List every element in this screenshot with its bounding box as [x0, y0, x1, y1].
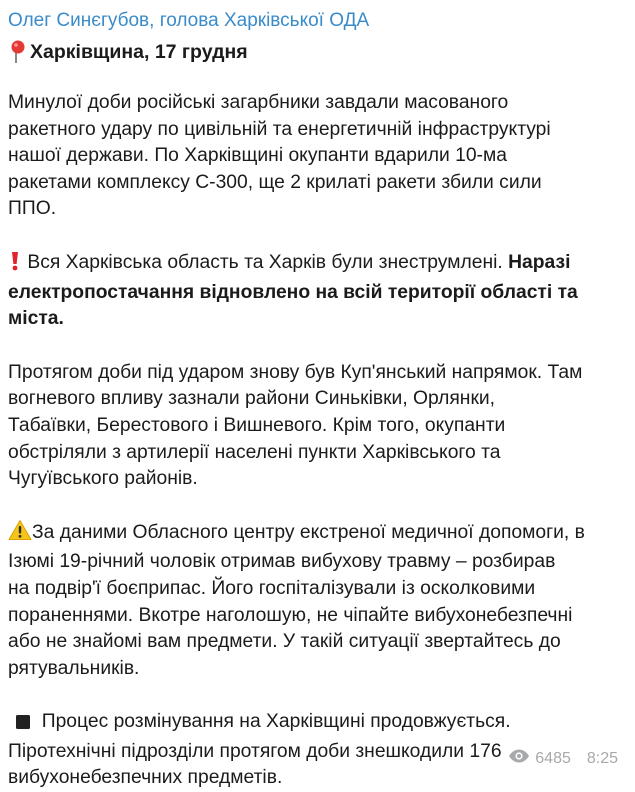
power-outage-text: Вся Харківська область та Харків були знеструмлені. [22, 251, 509, 273]
text-line: рятувальників. [8, 657, 140, 679]
text-line: вибухонебезпечних предметів. [8, 767, 283, 789]
text-line: ракетами комплексу С-300, ще 2 крилаті ракети збили сили [8, 171, 542, 193]
view-count: 6485 [535, 749, 571, 767]
paragraph-injury [8, 519, 625, 683]
message-time: 8:25 [586, 749, 618, 767]
text-line: на подвір'ї боєприпас. Його госпіталізували із осколковими [8, 577, 536, 599]
text-line: електропостачання відновлено на всій території області та [8, 281, 578, 303]
location-line [8, 39, 625, 65]
sender-name[interactable]: Олег Синєгубов, голова Харківської ОДА [8, 10, 370, 31]
paragraph-power [8, 250, 625, 333]
text-line: вогневого впливу зазнали райони Синьківки, Орлянки, [8, 388, 496, 410]
round-pushpin-icon [8, 39, 28, 65]
paragraph-shelling [8, 360, 625, 493]
text-line: або не знайомі вам предмети. У такій ситуації звертайтесь до [8, 631, 561, 653]
text-line: пораненнями. Вкотре наголошую, не чіпайте вибухонебезпечні [8, 604, 573, 626]
text-line: ракетного удару по цивільній та енергетичній інфраструктурі [8, 118, 551, 140]
exclamation-mark-icon [8, 251, 22, 280]
warning-icon [8, 519, 32, 550]
text-line: Піротехнічні підрозділи протягом доби знешкодили 176 [8, 740, 502, 762]
eye-icon [508, 749, 530, 768]
power-restored-text: Наразі [508, 251, 571, 273]
paragraph-strike [8, 90, 625, 223]
text-line: Протягом доби під ударом знову був Куп'янський напрямок. Там [8, 361, 583, 383]
text-line: Процес розмінування на Харківщині продовжується. [31, 711, 511, 733]
message-meta [508, 749, 618, 768]
text-line: За даними Обласного центру екстреної медичної допомоги, в [32, 521, 585, 543]
text-line: Ізюмі 19-річний чоловік отримав вибухову травму – розбирав [8, 551, 556, 573]
text-line: Табаївки, Берестового і Вишневого. Крім того, окупанти [8, 414, 506, 436]
text-line: Минулої доби російські загарбники завдали масованого [8, 92, 509, 113]
location-text: Харківщина, 17 грудня [30, 41, 248, 63]
text-line: Чугуївського районів. [8, 468, 198, 490]
view-counter [508, 749, 571, 768]
text-line: міста. [8, 308, 64, 330]
text-line: обстріляли з артилерії населені пункти Харківського та [8, 441, 501, 463]
black-square-icon [15, 712, 31, 739]
text-line: нашої держави. По Харківщині окупанти вдарили 10-ма [8, 145, 507, 167]
text-line: ППО. [8, 198, 57, 220]
